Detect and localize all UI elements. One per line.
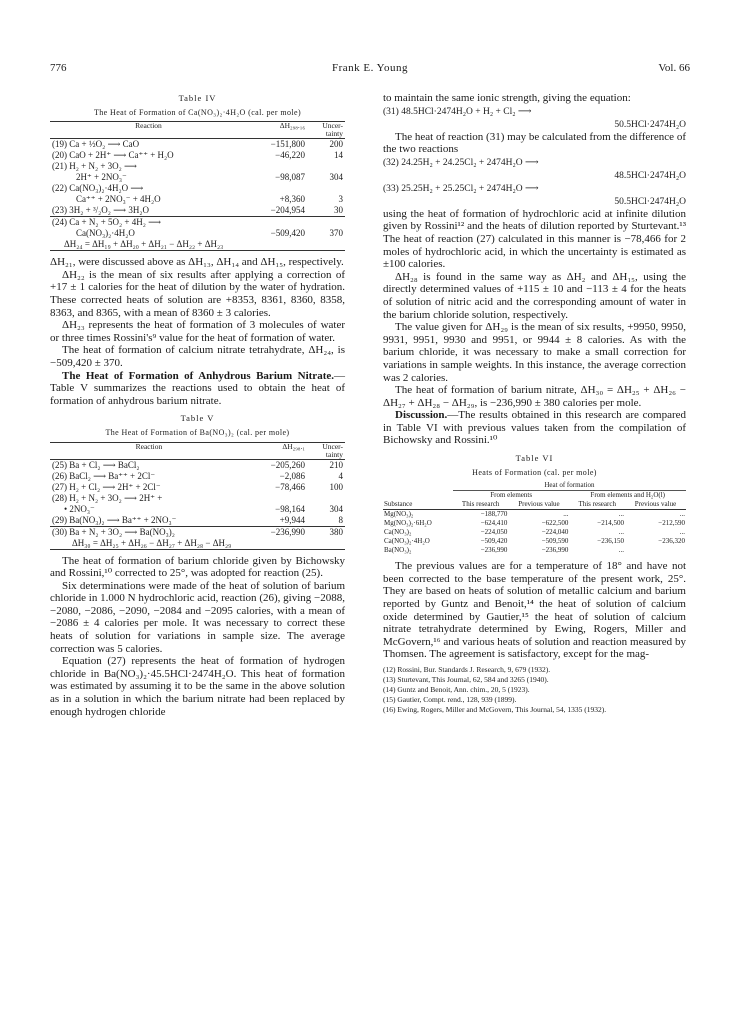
substance-cell: Ca(NO₃)₂ <box>384 528 412 537</box>
reaction-cell: (19) Ca + ½O₂ ⟶ CaO <box>52 139 140 150</box>
value-cell: ... <box>618 546 624 555</box>
enthalpy-cell <box>247 183 307 194</box>
value-cell: ... <box>618 510 624 519</box>
reaction-cell: (25) Ba + Cl₂ ⟶ BaCl₂ <box>52 459 140 470</box>
equation: (32) 24.25H₂ + 24.25Cl₂ + 2474H₂O ⟶ <box>383 157 539 168</box>
value-cell: ... <box>679 528 685 537</box>
reaction-cell: (23) 3H₂ + ³/₂O₂ ⟶ 3H₂O <box>52 205 149 216</box>
table-formula-row <box>50 538 345 550</box>
paragraph: to maintain the same ionic strength, giving the equation: <box>383 92 631 104</box>
table-row <box>50 228 345 239</box>
value-cell: ... <box>563 510 569 519</box>
table-row <box>383 510 686 520</box>
col-header: Reaction <box>135 441 163 451</box>
reaction-cell: (27) H₂ + Cl₂ ⟶ 2H⁺ + 2Cl⁻ <box>52 481 161 492</box>
table-6-title: Table VI <box>515 453 554 464</box>
paragraph <box>383 409 686 447</box>
reaction-cell: (21) H₂ + N₂ + 3O₂ ⟶ <box>52 161 137 172</box>
table-row <box>383 519 686 528</box>
enthalpy-cell: +9,944 <box>279 514 305 525</box>
enthalpy-cell: −2,086 <box>279 470 305 481</box>
equation-continuation: 50.5HCl·2474H₂O <box>614 196 686 207</box>
col-header: ΔH₂₉₈.₁₆ <box>279 121 305 131</box>
enthalpy-cell: −46,220 <box>275 150 305 161</box>
paragraph: Equation (27) represents the heat of formation of hydrogen chloride in Ba(NO₃)₂·45.5HCl·2474H₂O. This heat of formation was estimated by assuming it to be the same in the above solution as in a solution in which the barium nitrate had been replaced by enough hydrogen chloride <box>50 655 345 718</box>
paragraph-body: —Table V summarizes the reactions used to obtain the heat of formation of anhydrous barium nitrate. <box>50 369 345 407</box>
uncertainty-cell <box>307 183 345 194</box>
reaction-cell: 2H⁺ + 2NO₃⁻ <box>76 172 127 183</box>
table-row <box>50 183 345 194</box>
reaction-cell: Ca(NO₃)₂·4H₂O <box>76 228 135 239</box>
table-row <box>50 161 345 172</box>
footnote: (16) Ewing, Rogers, Miller and McGovern, This Journal, 54, 1335 (1932). <box>383 705 607 714</box>
equation: (31) 48.5HCl·2474H₂O + H₂ + Cl₂ ⟶ <box>383 106 532 117</box>
paragraph: The heat of reaction (31) may be calculated from the difference of the two reactions <box>383 130 686 156</box>
table-5-title: Table V <box>180 413 215 424</box>
uncertainty-cell: 380 <box>329 526 343 537</box>
uncertainty-cell: 8 <box>338 514 343 525</box>
table-formula: ΔH₃₀ = ΔH₂₅ + ΔH₂₆ − ΔH₂₇ + ΔH₂₈ − ΔH₂₉ <box>72 537 232 548</box>
left-column <box>50 92 345 718</box>
paragraph: ΔH₂₂ is the mean of six results after applying a correction of +17 ± 1 calories for the heat of dilution by the water of hydration. These corrected heats of solution are +8353, 8361, 8360, 8358, 8363, and 8365, with a mean of 8360 ± 3 calories. <box>50 268 345 319</box>
reaction-cell: (24) Ca + N₂ + 5O₂ + 4H₂ ⟶ <box>52 217 162 228</box>
paragraph: ΔH₂₃ represents the heat of formation of 3 molecules of water or three times Rossini's⁹ value for the heat of formation of water. <box>50 319 345 344</box>
table-row <box>50 482 345 493</box>
right-column <box>383 92 686 715</box>
substance-cell: Mg(NO₃)₂ <box>384 510 414 519</box>
col-header: This research <box>461 500 500 509</box>
value-cell: −509,420 <box>480 537 508 546</box>
uncertainty-cell: 3 <box>338 194 343 205</box>
equation: (33) 25.25H₂ + 25.25Cl₂ + 2474H₂O ⟶ <box>383 183 539 194</box>
value-cell: −509,590 <box>541 537 569 546</box>
uncertainty-cell: 30 <box>334 205 343 216</box>
value-cell: ... <box>618 528 624 537</box>
col-header: Uncer-tainty <box>322 121 343 139</box>
paragraph: The heat of formation of calcium nitrate tetrahydrate, ΔH₂₄, is −509,420 ± 370. <box>50 344 345 369</box>
value-cell: −622,500 <box>541 519 569 528</box>
uncertainty-cell: 370 <box>329 228 343 239</box>
table-formula: ΔH₂₄ = ΔH₁₉ + ΔH₂₀ + ΔH₂₁ − ΔH₂₂ + ΔH₂₃ <box>64 239 224 250</box>
uncertainty-cell: 304 <box>329 172 343 183</box>
table-row <box>50 139 345 151</box>
col-header: Previous value <box>518 500 560 509</box>
col-header: ΔH₂₉₈.₁ <box>282 441 305 451</box>
paragraph: ΔH₂₈ is found in the same way as ΔH₂ and ΔH₁₅, using the directly determined values of +115 ± 10 and −113 ± 4 for the heats of solution of nitric acid and the corresponding amount of water in the barium chloride solution, respectively. <box>383 270 686 321</box>
reaction-cell: (26) BaCl₂ ⟶ Ba⁺⁺ + 2Cl⁻ <box>52 470 156 481</box>
uncertainty-cell <box>307 217 345 229</box>
table-formula-row <box>50 239 345 251</box>
enthalpy-cell: −151,800 <box>270 139 305 150</box>
value-cell: −624,410 <box>480 519 508 528</box>
enthalpy-cell: −98,164 <box>275 503 305 514</box>
uncertainty-cell: 304 <box>329 503 343 514</box>
uncertainty-cell <box>307 161 345 172</box>
enthalpy-cell: −78,466 <box>275 481 305 492</box>
table-6-caption: Heats of Formation (cal. per mole) <box>472 467 597 477</box>
page-header <box>50 62 690 78</box>
footnote: (13) Sturtevant, This Journal, 62, 584 and 3265 (1940). <box>383 675 549 684</box>
table-row <box>50 217 345 229</box>
table-row <box>50 471 345 482</box>
value-cell: −224,050 <box>480 528 508 537</box>
table-row <box>50 459 345 471</box>
running-title: Frank E. Young <box>331 62 409 74</box>
footnote: (14) Guntz and Benoit, Ann. chim., 20, 5 (1923). <box>383 685 530 694</box>
uncertainty-cell: 4 <box>338 470 343 481</box>
equation-continuation: 48.5HCl·2474H₂O <box>614 170 686 181</box>
enthalpy-cell <box>247 217 307 229</box>
reaction-cell: (29) Ba(NO₃)₂ ⟶ Ba⁺⁺ + 2NO₃⁻ <box>52 514 177 525</box>
table-row <box>50 515 345 527</box>
table-5 <box>50 442 345 550</box>
col-header: Previous value <box>634 500 677 509</box>
volume-label: Vol. 66 <box>658 62 690 74</box>
section-heading: Discussion. <box>395 409 448 422</box>
table-row <box>50 194 345 205</box>
sub-header: From elements <box>490 491 533 500</box>
enthalpy-cell <box>248 493 307 504</box>
table-header-row <box>50 442 345 459</box>
col-header: Substance <box>384 500 413 509</box>
value-cell: −236,150 <box>597 537 624 546</box>
uncertainty-cell: 210 <box>329 459 343 470</box>
col-header: This research <box>578 500 616 509</box>
footnote: (15) Gautier, Compt. rend., 128, 939 (1899). <box>383 695 517 704</box>
section-heading: The Heat of Formation of Anhydrous Barium Nitrate. <box>62 369 334 382</box>
reaction-cell: Ca⁺⁺ + 2NO₃⁻ + 4H₂O <box>76 194 161 205</box>
reaction-cell: • 2NO₃⁻ <box>64 503 95 514</box>
footnote: (12) Rossini, Bur. Standards J. Research, 9, 679 (1932). <box>383 665 551 674</box>
paragraph <box>50 370 345 408</box>
paragraph: using the heat of formation of hydrochloric acid at infinite dilution given by Rossini¹² and the heats of dilution reported by Sturtevant.¹³ The heat of reaction (27) calculated in this manner is −78,466 for 2 moles of hydrochloric acid, in which the uncertainty is estimated as ±100 calories. <box>383 207 686 271</box>
enthalpy-cell: −236,990 <box>270 526 305 537</box>
uncertainty-cell: 200 <box>329 139 343 150</box>
value-cell: −212,590 <box>658 519 685 528</box>
table-row <box>50 172 345 183</box>
uncertainty-cell: 14 <box>334 150 343 161</box>
value-cell: −236,320 <box>658 537 685 546</box>
table-header-row <box>50 122 345 139</box>
page-number: 776 <box>50 62 67 74</box>
reaction-cell: (30) Ba + N₂ + 3O₂ ⟶ Ba(NO₃)₂ <box>52 526 175 537</box>
table-row <box>50 150 345 161</box>
table-row <box>383 537 686 546</box>
table-4-caption: The Heat of Formation of Ca(NO₃)₂·4H₂O (cal. per mole) <box>93 107 302 117</box>
table-header-row <box>383 491 686 501</box>
table-row <box>383 546 686 555</box>
paragraph: ΔH₂₁, were discussed above as ΔH₁₃, ΔH₁₄ and ΔH₁₅, respectively. <box>50 256 344 269</box>
col-header: Reaction <box>135 121 162 131</box>
reaction-cell: (20) CaO + 2H⁺ ⟶ Ca⁺⁺ + H₂O <box>52 150 174 161</box>
reaction-cell: (28) H₂ + N₂ + 3O₂ ⟶ 2H⁺ + <box>52 492 163 503</box>
reaction-cell: (22) Ca(NO₃)₂·4H₂O ⟶ <box>52 183 144 194</box>
table-row <box>383 528 686 537</box>
substance-cell: Ba(NO₃)₂ <box>384 546 412 555</box>
enthalpy-cell: −204,954 <box>270 205 305 216</box>
col-header: Uncer-tainty <box>322 441 343 459</box>
enthalpy-cell: −509,420 <box>270 228 305 239</box>
value-cell: −188,770 <box>480 510 508 519</box>
table-row <box>50 205 345 217</box>
enthalpy-cell: +8,360 <box>279 194 305 205</box>
paragraph: The heat of formation of barium nitrate, ΔH₃₀ = ΔH₂₅ + ΔH₂₆ − ΔH₂₇ + ΔH₂₈ − ΔH₂₉, is −236,990 ± 380 calories per mole. <box>383 384 686 409</box>
enthalpy-cell <box>247 161 307 172</box>
enthalpy-cell: −98,087 <box>275 172 305 183</box>
uncertainty-cell <box>307 493 345 504</box>
paragraph: The previous values are for a temperature of 18° and have not been corrected to the base temperature of the present work, 25°. They are based on heats of solution of metallic calcium and barium reported by Guntz and Benoit,¹⁴ the heat of solution of calcium oxide determined by Gautier,¹⁵ the heat of solution of calcium nitrate tetrahydrate determined by Ewing, Rogers, Miller and McGovern,¹⁶ and various heats of solution and reaction measured by Thomsen. The agreement is satisfactory, except for the mag- <box>383 560 686 661</box>
substance-cell: Mg(NO₃)₂·6H₂O <box>384 519 432 528</box>
value-cell: −236,990 <box>541 546 569 555</box>
table-row <box>50 504 345 515</box>
value-cell <box>625 546 686 555</box>
uncertainty-cell: 100 <box>329 481 343 492</box>
enthalpy-cell: −205,260 <box>270 459 305 470</box>
value-cell: −214,500 <box>597 519 624 528</box>
paragraph-body: —The results obtained in this research are compared in Table VI with previous values taken from the compilation of Bichowsky and Rossini.¹⁰ <box>383 409 686 447</box>
value-cell: −224,040 <box>541 528 569 537</box>
table-header-row <box>383 481 686 491</box>
table-header-row <box>383 500 686 510</box>
table-row <box>50 493 345 504</box>
table-4 <box>50 121 345 251</box>
paragraph: Six determinations were made of the heat of solution of barium chloride in 1.000 N hydrochloric acid, reaction (26), giving −2088, −2080, −2086, −2090, −2084 and −2095 calories, with a mean of −2086 ± 4 calories per mole. It was necessary to correct these heats of solution for variations in sample size. The average correction was 5 calories. <box>50 579 345 655</box>
table-6 <box>383 481 686 555</box>
sub-header: From elements and H₂O(l) <box>590 491 665 500</box>
table-row <box>50 526 345 538</box>
group-header: Heat of formation <box>453 481 686 491</box>
table-4-title: Table IV <box>178 93 217 103</box>
paragraph: The heat of formation of barium chloride given by Bichowsky and Rossini,¹⁰ corrected to 25°, was adopted for reaction (25). <box>50 554 345 580</box>
equation-continuation: 50.5HCl·2474H₂O <box>614 119 686 130</box>
table-5-caption: The Heat of Formation of Ba(NO₃)₂ (cal. per mole) <box>105 427 290 437</box>
value-cell: −236,990 <box>480 546 508 555</box>
value-cell: ... <box>679 510 685 519</box>
paragraph: The value given for ΔH₂₉ is the mean of six results, +9950, 9950, 9931, 9951, 9930 and 9951, or 9944 ± 8 calories. As with the barium chloride, it was necessary to make a small correction for variations in sample weights. In this instance, the average correction was 2 calories. <box>383 321 686 384</box>
substance-cell: Ca(NO₃)₂·4H₂O <box>384 537 430 546</box>
footnotes <box>383 665 686 715</box>
